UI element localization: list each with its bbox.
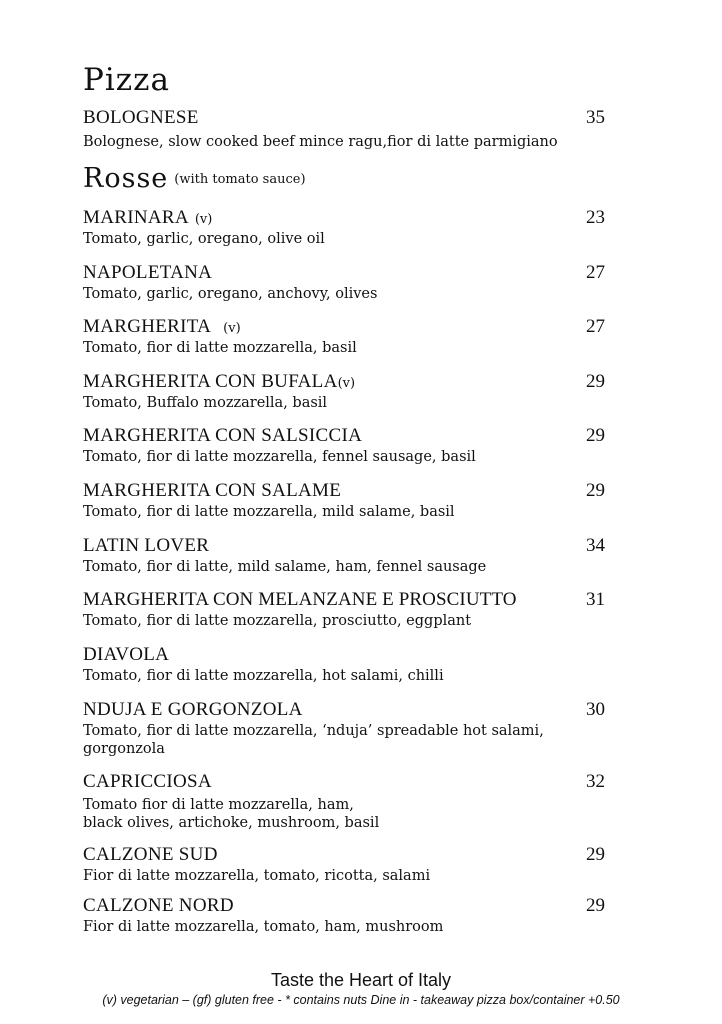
item-price: 29 (586, 895, 605, 916)
item-name: DIAVOLA (83, 644, 170, 665)
item-name: CALZONE NORD (83, 895, 234, 916)
menu-item-margherita-bufala (83, 370, 605, 412)
item-name: MARGHERITA CON MELANZANE E PROSCIUTTO (83, 589, 517, 610)
item-description: Tomato, fior di latte mozzarella, mild salame, basil (83, 504, 455, 520)
item-description: Tomato, fior di latte, mild salame, ham, fennel sausage (83, 559, 487, 575)
item-name: MARGHERITA (83, 316, 212, 337)
menu-item-diavola (83, 643, 605, 685)
item-price: 34 (586, 535, 605, 556)
item-description-line2: black olives, artichoke, mushroom, basil (83, 815, 380, 831)
section-heading (83, 163, 306, 196)
item-name: MARGHERITA CON SALSICCIA (83, 425, 363, 446)
item-name: NDUJA E GORGONZOLA (83, 699, 303, 720)
item-name: MARGHERITA CON BUFALA (83, 371, 338, 392)
item-name: LATIN LOVER (83, 535, 210, 556)
section-note: (with tomato sauce) (174, 172, 306, 187)
item-name: NAPOLETANA (83, 262, 213, 283)
item-description: Fior di latte mozzarella, tomato, ham, mushroom (83, 919, 444, 935)
item-name: BOLOGNESE (83, 107, 199, 128)
menu-item-melanzane-prosciutto (83, 588, 605, 630)
item-description: Tomato, fior di latte mozzarella, ‘nduja’ spreadable hot salami, (83, 723, 544, 739)
item-description: Fior di latte mozzarella, tomato, ricotta, salami (83, 868, 431, 884)
item-name: MARGHERITA CON SALAME (83, 480, 342, 501)
item-price: 23 (586, 207, 605, 228)
vegetarian-tag: (v) (194, 212, 213, 227)
item-price: 30 (586, 699, 605, 720)
item-price: 29 (586, 480, 605, 501)
item-price: 31 (586, 589, 605, 610)
item-description: Tomato, fior di latte mozzarella, hot salami, chilli (83, 668, 444, 684)
item-description: Tomato fior di latte mozzarella, ham, (83, 797, 354, 813)
menu-item-marinara (83, 206, 605, 248)
menu-item-margherita-salsiccia (83, 424, 605, 466)
item-price: 29 (586, 371, 605, 392)
item-price: 35 (586, 107, 605, 128)
item-description: Bolognese, slow cooked beef mince ragu,fior di latte parmigiano (83, 134, 558, 150)
menu-item-bolognese (83, 106, 605, 151)
menu-item-latin-lover (83, 534, 605, 576)
item-price: 27 (586, 316, 605, 337)
item-price: 29 (586, 425, 605, 446)
vegetarian-tag: (v) (223, 321, 241, 336)
footer-legend: (v) vegetarian – (gf) gluten free - * contains nuts Dine in - takeaway pizza box/container +0.50 (102, 993, 620, 1007)
footer-tagline: Taste the Heart of Italy (270, 970, 452, 990)
menu-item-margherita (83, 315, 605, 357)
item-name: CALZONE SUD (83, 844, 218, 865)
item-description: Tomato, fior di latte mozzarella, fennel sausage, basil (83, 449, 476, 465)
menu-item-capricciosa (83, 770, 605, 832)
item-name: CAPRICCIOSA (83, 771, 212, 792)
section-title: Rosse (83, 163, 169, 194)
menu-title: Pizza (83, 62, 170, 98)
item-description: Tomato, garlic, oregano, olive oil (83, 231, 325, 247)
item-description: Tomato, garlic, oregano, anchovy, olives (83, 286, 378, 302)
item-description: Tomato, Buffalo mozzarella, basil (83, 395, 328, 411)
menu-item-nduja-gorgonzola (83, 698, 605, 758)
menu-item-margherita-salame (83, 479, 605, 521)
item-description: Tomato, fior di latte mozzarella, basil (83, 340, 357, 356)
item-price: 29 (586, 844, 605, 865)
item-price: 32 (586, 771, 605, 792)
item-price: 27 (586, 262, 605, 283)
item-description-line2: gorgonzola (83, 741, 165, 757)
menu-item-calzone-nord (83, 894, 605, 936)
menu-item-calzone-sud (83, 843, 605, 885)
item-description: Tomato, fior di latte mozzarella, prosciutto, eggplant (83, 613, 472, 629)
item-name: MARINARA (83, 207, 189, 228)
menu-item-napoletana (83, 261, 605, 303)
vegetarian-tag: (v) (337, 376, 356, 391)
